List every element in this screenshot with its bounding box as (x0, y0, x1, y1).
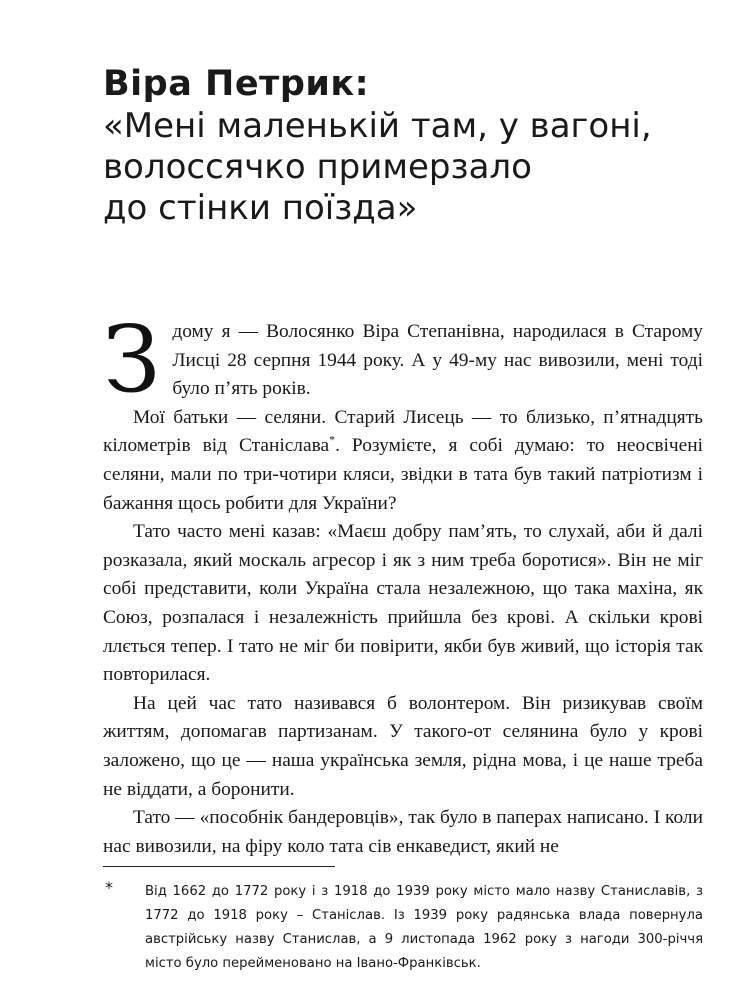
footnote (103, 880, 703, 976)
chapter-title (103, 62, 703, 229)
chapter-quote-line-3: до стінки поїзда» (103, 188, 418, 228)
footnote-text: Від 1662 до 1772 року і з 1918 до 1939 року місто мало назву Станиславів, з 1772 до 1918 року – Станіслав. Із 1939 року радянська влада повернула австрійську назву Станислав, а 9 листопада 1962 року з нагоди 300-річчя місто було перейменовано на Івано-Франківськ. (145, 884, 703, 971)
chapter-author: Віра Петрик: (103, 64, 370, 104)
paragraph-3: Тато часто мені казав: «Маєш добру пам’ять, то слухай, аби й далі розказала, який москаль агресор і як з ним треба боротися». Він не міг собі представити, коли Україна стала незалежною, що така махіна, як Союз, розпалася і незалежність прийшла без крові. А скільки крові ллється тепер. І тато не міг би повірити, якби був живий, що історія так повторилася. (103, 521, 703, 686)
footnote-divider (103, 866, 335, 867)
paragraph-1-text: дому я — Волосянко Віра Степанівна, народилася в Старому Лисці 28 серпня 1944 року. А у 49-му нас вивозили, мені тоді було п’ять років. (172, 321, 703, 400)
footnote-mark: * (105, 878, 113, 897)
paragraph-5: Тато — «пособнік бандеровців», так було в паперах написано. І коли нас вивозили, на фіру коло тата сів енкаведист, який не (103, 807, 703, 857)
body-text (103, 306, 703, 861)
footnote-reference[interactable]: * (329, 432, 336, 447)
paragraph-1 (103, 306, 703, 413)
paragraph-4: На цей час тато називався б волонтером. Він ризикував своїм життям, допомагав партизанам. У такого-от селянина було у крові заложено, що це — наша українська земля, рідна мова, і це наше треба не віддати, а боронити. (103, 692, 703, 800)
paragraph-2 (103, 404, 703, 518)
paragraph-2-text-b: . Розумієте, я собі думаю: то неосвічені селяни, мали по три-чотири кляси, звідки в тата був такий патріотизм і бажання щось робити для України? (103, 435, 703, 514)
drop-cap: З (103, 306, 161, 413)
paragraph-2-text-a: Мої батьки — селяни. Старий Лисець — то близько, п’ятнадцять кілометрів від Станіслава (103, 406, 703, 457)
chapter-quote-line-2: волоссячко примерзало (103, 147, 532, 187)
chapter-quote-line-1: «Мені маленькій там, у вагоні, (103, 106, 652, 146)
